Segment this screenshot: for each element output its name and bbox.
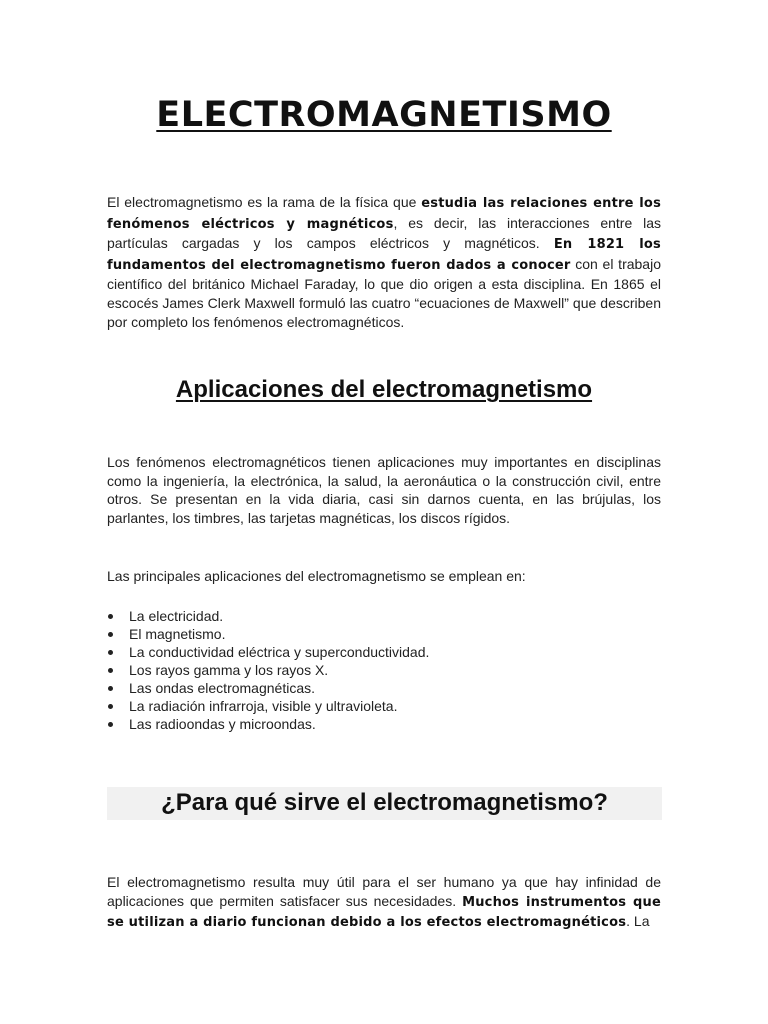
intro-paragraph	[107, 193, 661, 331]
list-item: Las ondas electromagnéticas.	[107, 679, 429, 697]
bold-text: estudia las relaciones entre los fenómenos eléctricos y magnéticos	[107, 196, 662, 232]
text-run: , es decir, las interacciones entre las partículas cargadas y los campos eléctricos y magnéticos.	[107, 214, 662, 252]
list-item: El magnetismo.	[107, 625, 429, 643]
text-run: con el trabajo científico del británico Michael Faraday, lo que dio origen a esta disciplina. En 1865 el escocés James Clerk Maxwell formuló las cuatro “ecuaciones de Maxwell” que describen por completo los fenómenos electromagnéticos.	[107, 255, 661, 330]
para-que-sirve-paragraph	[107, 873, 661, 933]
text-run: El electromagnetismo resulta muy útil para el ser humano ya que hay infinidad de aplicaciones que permiten satisfacer sus necesidades.	[107, 874, 661, 909]
text-run: El electromagnetismo es la rama de la física que	[107, 194, 422, 210]
document-title: ELECTROMAGNETISMO	[156, 95, 612, 135]
aplicaciones-paragraph: Los fenómenos electromagnéticos tienen aplicaciones muy importantes en disciplinas como la ingeniería, la electrónica, la salud, la aeronáutica o la construcción civil, entre otros. Se presentan en la vida diaria, casi sin darnos cuenta, en las brújulas, los parlantes, los timbres, las tarjetas magnéticas, los discos rígidos.	[107, 454, 661, 526]
list-item: Los rayos gamma y los rayos X.	[107, 661, 429, 679]
list-item: La electricidad.	[107, 607, 429, 625]
bold-text: Muchos instrumentos que se utilizan a diario funcionan debido a los efectos electromagnéticos	[107, 894, 661, 931]
section-heading-aplicaciones: Aplicaciones del electromagnetismo	[175, 376, 593, 403]
text-run: . La	[626, 913, 650, 930]
section-heading-para-que-sirve: ¿Para qué sirve el electromagnetismo?	[161, 789, 608, 816]
list-item: La conductividad eléctrica y superconductividad.	[107, 643, 429, 661]
list-item: La radiación infrarroja, visible y ultravioleta.	[107, 697, 429, 715]
bold-text: En 1821 los fundamentos del electromagnetismo fueron dados a conocer	[107, 237, 661, 273]
aplicaciones-list-intro: Las principales aplicaciones del electromagnetismo se emplean en:	[107, 568, 526, 584]
applications-list	[107, 607, 429, 733]
list-item: Las radioondas y microondas.	[107, 715, 429, 733]
